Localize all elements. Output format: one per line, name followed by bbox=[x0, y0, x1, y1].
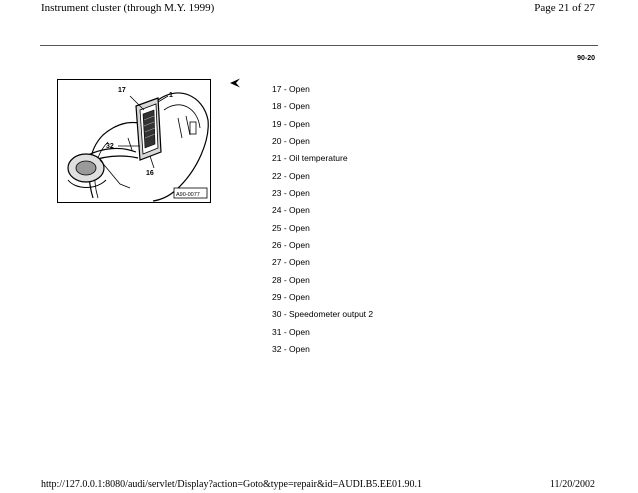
pointer-arrow-icon bbox=[229, 78, 241, 88]
figure-code: A90-0077 bbox=[176, 192, 200, 198]
section-code: 90-20 bbox=[577, 55, 595, 62]
legend-item: 21 - Oil temperature bbox=[272, 153, 348, 164]
legend-item: 26 - Open bbox=[272, 240, 310, 251]
pin-legend bbox=[272, 82, 373, 360]
legend-item: 25 - Open bbox=[272, 222, 310, 233]
legend-item: 17 - Open bbox=[272, 84, 310, 94]
callout-16: 16 bbox=[146, 170, 154, 177]
legend-item: 22 - Open bbox=[272, 170, 310, 181]
header-rule bbox=[40, 45, 598, 46]
footer-date: 11/20/2002 bbox=[549, 479, 595, 490]
footer-url: http://127.0.0.1:8080/audi/servlet/Display?action=Goto&type=repair&id=AUDI.B5.EE01.90.1 bbox=[41, 479, 423, 490]
callout-17: 17 bbox=[118, 87, 126, 94]
legend-item: 31 - Open bbox=[272, 326, 310, 337]
legend-item: 19 - Open bbox=[272, 118, 310, 129]
connector-illustration bbox=[57, 79, 211, 203]
callout-1: 1 bbox=[169, 92, 173, 99]
legend-item: 32 - Open bbox=[272, 344, 310, 355]
legend-item: 18 - Open bbox=[272, 101, 310, 112]
legend-item: 27 - Open bbox=[272, 257, 310, 268]
legend-item: 20 - Open bbox=[272, 136, 310, 147]
callout-32: 32 bbox=[106, 143, 114, 150]
legend-item: 30 - Speedometer output 2 bbox=[272, 309, 374, 320]
page-number: Page 21 of 27 bbox=[534, 2, 595, 14]
document-title: Instrument cluster (through M.Y. 1999) bbox=[41, 2, 215, 14]
connector-drawing bbox=[58, 80, 210, 202]
legend-item: 29 - Open bbox=[272, 292, 310, 303]
legend-item: 24 - Open bbox=[272, 205, 310, 216]
legend-item: 23 - Open bbox=[272, 188, 310, 199]
legend-item: 28 - Open bbox=[272, 274, 310, 285]
